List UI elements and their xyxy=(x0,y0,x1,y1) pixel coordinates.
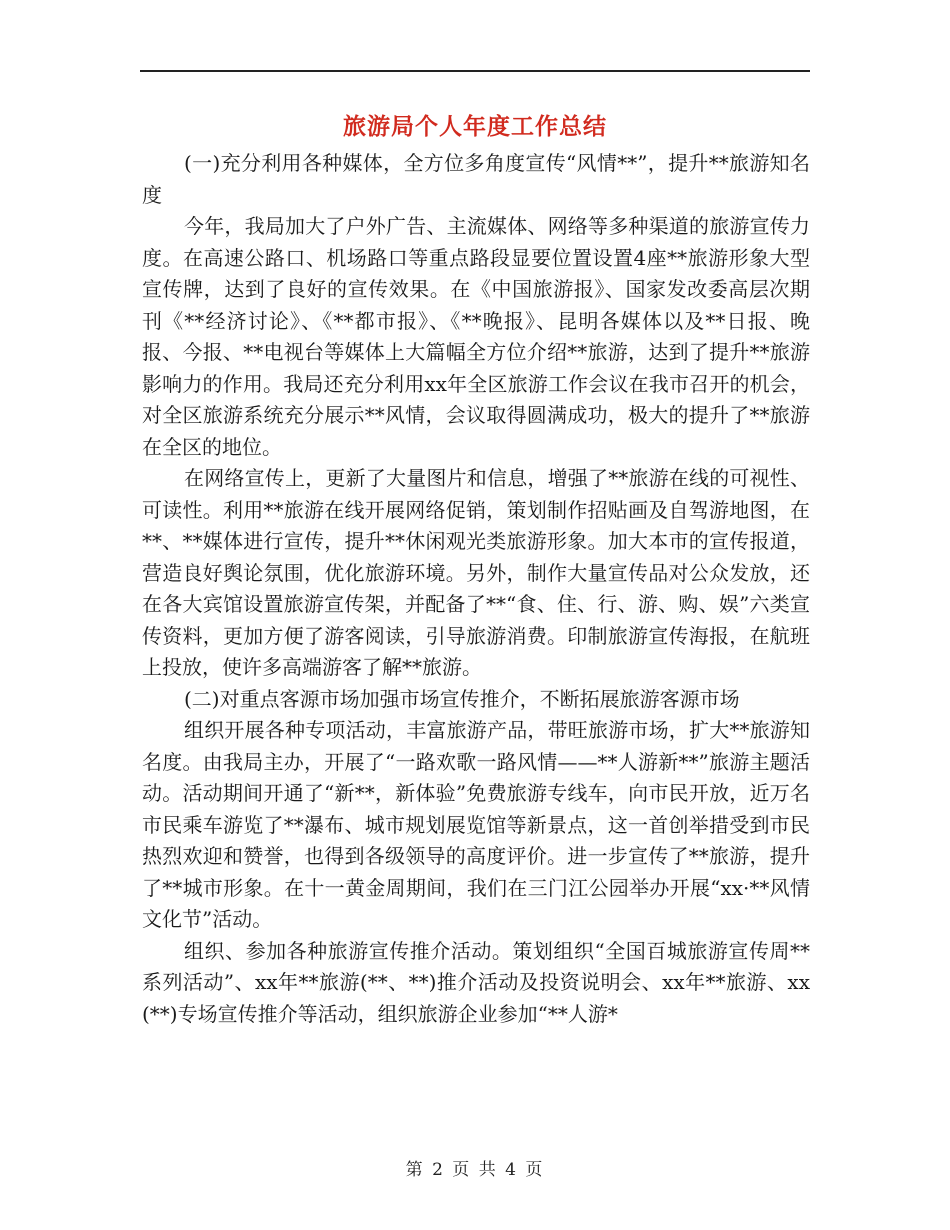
paragraph-promotion-events: 组织、参加各种旅游宣传推介活动。策划组织“全国百城旅游宣传周**系列活动”、xx年**旅游(**、**)推介活动及投资说明会、xx年**旅游、xx(**)专场宣传推介等活动，组织旅游企业参加“**人游* xyxy=(142,938,810,1026)
page-number-footer: 第 2 页 共 4 页 xyxy=(405,1160,545,1180)
paragraph-special-activities: 组织开展各种专项活动，丰富旅游产品，带旺旅游市场，扩大**旅游知名度。由我局主办，开展了“一路欢歌一路风情——**人游新**”旅游主题活动。活动期间开通了“新**，新体验”免费旅游专线车，向市民开放，近万名市民乘车游览了**瀑布、城市规划展览馆等新景点，这一首创举措受到市民热烈欢迎和赞誉，也得到各级领导的高度评价。进一步宣传了**旅游，提升了**城市形象。在十一黄金周期间，我们在三门江公园举办开展“xx·**风情文化节”活动。 xyxy=(142,718,810,931)
paragraph-media-promotion: 今年，我局加大了户外广告、主流媒体、网络等多种渠道的旅游宣传力度。在高速公路口、机场路口等重点路段显要位置设置4座**旅游形象大型宣传牌，达到了良好的宣传效果。在《中国旅游报》、国家发改委高层次期刊《**经济讨论》、《**都市报》、《**晚报》、昆明各媒体以及**日报、晚报、今报、**电视台等媒体上大篇幅全方位介绍**旅游，达到了提升**旅游影响力的作用。我局还充分利用xx年全区旅游工作会议在我市召开的机会，对全区旅游系统充分展示**风情，会议取得圆满成功，极大的提升了**旅游在全区的地位。 xyxy=(142,214,810,459)
document-body xyxy=(142,148,810,1030)
header-rule xyxy=(140,70,810,72)
paragraph-online-promotion: 在网络宣传上，更新了大量图片和信息，增强了**旅游在线的可视性、可读性。利用**旅游在线开展网络促销，策划制作招贴画及自驾游地图，在**、**媒体进行宣传，提升**休闲观光类旅游形象。加大本市的宣传报道，营造良好舆论氛围，优化旅游环境。另外，制作大量宣传品对公众发放，还在各大宾馆设置旅游宣传架，并配备了**“食、住、行、游、购、娱”六类宣传资料，更加方便了游客阅读，引导旅游消费。印制旅游宣传海报，在航班上投放，使许多高端游客了解**旅游。 xyxy=(142,466,810,679)
document-title: 旅游局个人年度工作总结 xyxy=(343,113,607,140)
section-heading-1: (一)充分利用各种媒体，全方位多角度宣传“风情**”，提升**旅游知名度 xyxy=(142,151,810,207)
section-heading-2: (二)对重点客源市场加强市场宣传推介，不断拓展旅游客源市场 xyxy=(184,686,740,711)
